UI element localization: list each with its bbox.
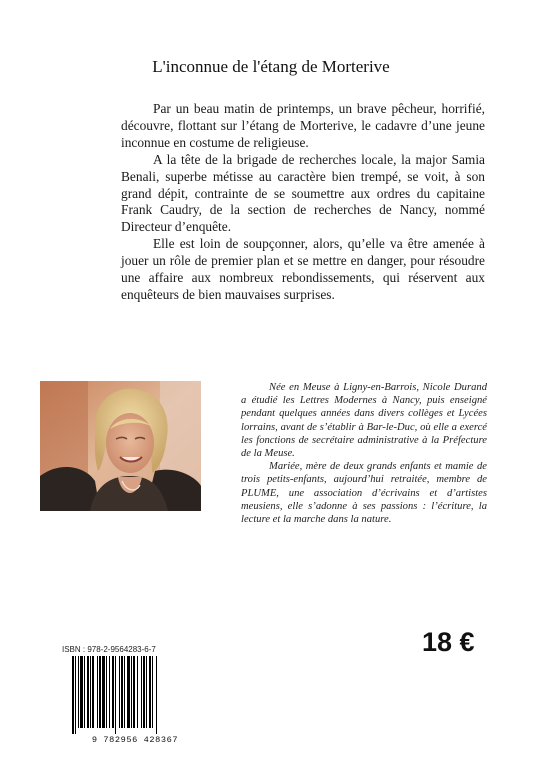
isbn-label: ISBN : 978-2-9564283-6-7 (62, 645, 156, 654)
author-photo (40, 381, 201, 511)
author-bio (241, 381, 487, 526)
barcode-digits: 9 782956 428367 (91, 735, 179, 745)
synopsis-paragraph: A la tête de la brigade de recherches locale, la major Samia Benali, superbe métisse au caractère bien trempé, se voit, à son grand dépit, contrainte de se soumettre aux ordres du capitaine Frank Caudry, de la section de recherches de Nancy, nommé Directeur d’enquête. (121, 151, 485, 235)
bio-paragraph: Mariée, mère de deux grands enfants et mamie de trois petits-enfants, aujourd’hui retraitée, membre de PLUME, une association d’écrivains et d’artistes meusiens, elle s’adonne à ses passions : l’écriture, la lecture et la marche dans la nature. (241, 461, 487, 526)
barcode-icon (70, 656, 198, 734)
bio-paragraph: Née en Meuse à Ligny-en-Barrois, Nicole Durand a étudié les Lettres Modernes à Nancy, puis enseigné pendant quelques années dans divers collèges et Lycées lorrains, avant de s’établir à Bar-le-Duc, où elle a exercé les fonctions de secrétaire administrative à la Préfecture de la Meuse. (241, 382, 487, 460)
book-title: L'inconnue de l'étang de Morterive (152, 57, 390, 76)
synopsis (121, 101, 485, 304)
synopsis-paragraph: Elle est loin de soupçonner, alors, qu’elle va être amenée à jouer un rôle de premier plan et se mettre en danger, pour résoudre une affaire aux nombreux rebondissements, qui réservent aux enquêteurs de bien mauvaises surprises. (121, 236, 485, 302)
synopsis-paragraph: Par un beau matin de printemps, un brave pêcheur, horrifié, découvre, flottant sur l’étang de Morterive, le cadavre d’une jeune inconnue en costume de religieuse. (121, 101, 485, 150)
price-label: 18 € (422, 627, 475, 657)
